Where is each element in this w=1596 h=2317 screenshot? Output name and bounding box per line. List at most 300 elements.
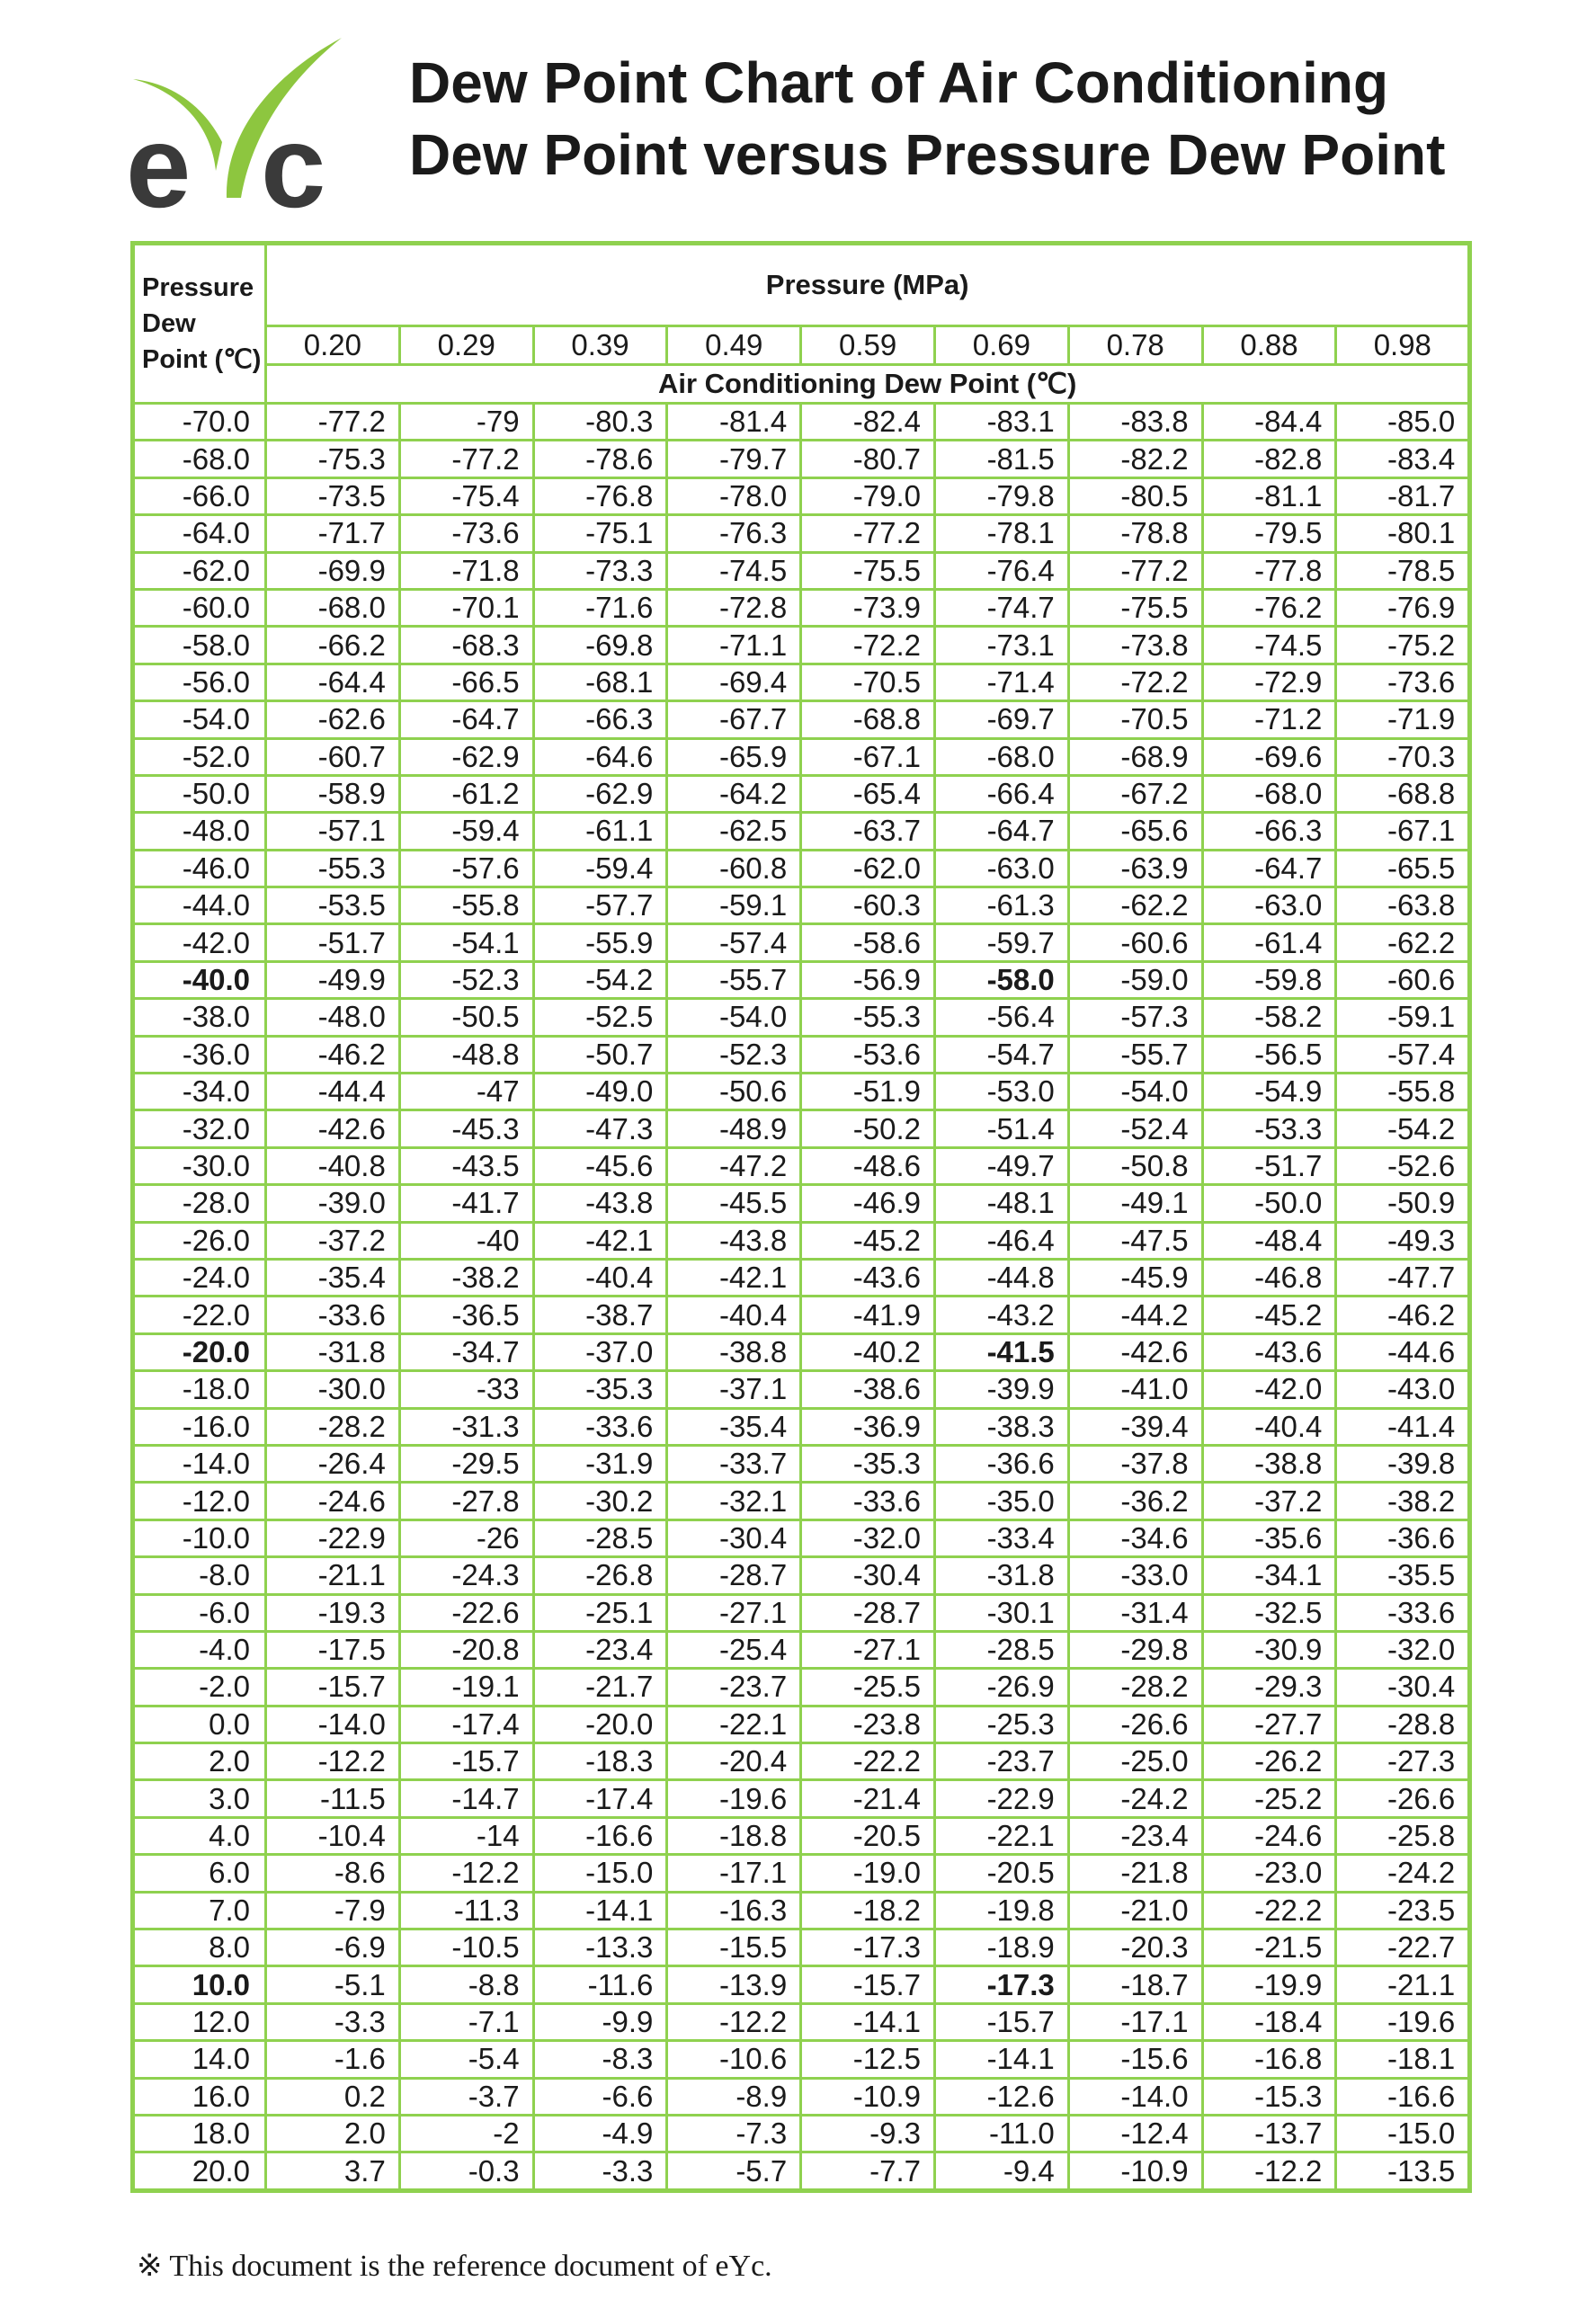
pressure-dew-point-cell: -42.0	[133, 924, 266, 961]
pressure-value: 0.59	[801, 326, 935, 365]
ac-dew-point-cell: -15.6	[1068, 2041, 1202, 2078]
ac-dew-point-cell: -59.1	[667, 887, 801, 924]
ac-dew-point-cell: -74.5	[667, 552, 801, 589]
ac-dew-point-cell: -54.7	[934, 1036, 1068, 1073]
ac-dew-point-cell: -24.6	[266, 1483, 400, 1519]
ac-dew-point-cell: -44.4	[266, 1074, 400, 1110]
pressure-value: 0.29	[399, 326, 533, 365]
ac-dew-point-cell: -15.7	[934, 2003, 1068, 2040]
pressure-dew-point-cell: -16.0	[133, 1408, 266, 1445]
ac-dew-point-cell: -55.7	[1068, 1036, 1202, 1073]
ac-dew-point-cell: -81.5	[934, 441, 1068, 477]
ac-dew-point-cell: -77.2	[399, 441, 533, 477]
ac-dew-point-cell: -68.9	[1068, 738, 1202, 775]
ac-dew-point-cell: -50.7	[533, 1036, 667, 1073]
ac-dew-point-cell: -27.3	[1336, 1743, 1470, 1780]
ac-dew-point-cell: -53.0	[934, 1074, 1068, 1110]
table-row	[133, 1110, 1470, 1147]
ac-dew-point-cell: -69.4	[667, 664, 801, 700]
ac-dew-point-cell: -60.8	[667, 850, 801, 887]
ac-dew-point-cell: -40.4	[667, 1297, 801, 1333]
ac-dew-point-cell: -65.4	[801, 775, 935, 812]
ac-dew-point-cell: -54.2	[533, 961, 667, 998]
ac-dew-point-cell: -15.5	[667, 1929, 801, 1966]
ac-dew-point-cell: -37.2	[266, 1222, 400, 1259]
ac-dew-point-cell: -49.9	[266, 961, 400, 998]
ac-dew-point-cell: -7.9	[266, 1892, 400, 1929]
ac-dew-point-cell: -21.1	[1336, 1966, 1470, 2003]
ac-dew-point-cell: -23.5	[1336, 1892, 1470, 1929]
ac-dew-point-cell: -73.5	[266, 477, 400, 514]
ac-dew-point-cell: -75.1	[533, 515, 667, 552]
ac-dew-point-cell: -48.1	[934, 1185, 1068, 1222]
ac-dew-point-cell: -36.2	[1068, 1483, 1202, 1519]
ac-dew-point-cell: -59.8	[1202, 961, 1336, 998]
ac-dew-point-cell: -46.9	[801, 1185, 935, 1222]
ac-dew-point-cell: -50.5	[399, 999, 533, 1036]
ac-dew-point-cell: -12.4	[1068, 2115, 1202, 2152]
ac-dew-point-cell: -67.2	[1068, 775, 1202, 812]
ac-dew-point-cell: -8.8	[399, 1966, 533, 2003]
ac-dew-point-cell: -7.7	[801, 2152, 935, 2190]
pressure-dew-point-cell: 18.0	[133, 2115, 266, 2152]
pressure-dew-point-cell: -54.0	[133, 701, 266, 738]
ac-dew-point-cell: -66.2	[266, 627, 400, 664]
ac-dew-point-cell: -21.8	[1068, 1855, 1202, 1892]
pressure-values-row	[133, 326, 1470, 365]
ac-dew-point-cell: -66.3	[533, 701, 667, 738]
pressure-dew-point-cell: -70.0	[133, 404, 266, 441]
ac-dew-point-cell: -22.7	[1336, 1929, 1470, 1966]
ac-dew-point-cell: -32.0	[801, 1519, 935, 1556]
ac-dew-point-cell: -30.1	[934, 1594, 1068, 1631]
pressure-dew-point-cell: -60.0	[133, 589, 266, 626]
ac-dew-point-cell: -75.5	[1068, 589, 1202, 626]
ac-dew-point-cell: -34.7	[399, 1333, 533, 1370]
ac-dew-point-cell: -33.7	[667, 1445, 801, 1482]
ac-dew-point-cell: -23.4	[533, 1631, 667, 1668]
table-row	[133, 738, 1470, 775]
ac-dew-point-cell: -67.7	[667, 701, 801, 738]
ac-dew-point-cell: -55.8	[399, 887, 533, 924]
ac-dew-point-cell: -70.5	[1068, 701, 1202, 738]
ac-dew-point-cell: -65.9	[667, 738, 801, 775]
ac-dew-point-cell: -33.6	[266, 1297, 400, 1333]
footnote: ※ This document is the reference document of eYc.	[137, 2250, 772, 2283]
ac-dew-point-cell: -38.2	[399, 1259, 533, 1296]
ac-dew-point-cell: -31.8	[266, 1333, 400, 1370]
ac-dew-point-cell: -35.5	[1336, 1557, 1470, 1594]
ac-dew-point-cell: -14.1	[934, 2041, 1068, 2078]
table-row	[133, 441, 1470, 477]
table-row	[133, 1371, 1470, 1408]
ac-dew-point-cell: -28.5	[934, 1631, 1068, 1668]
ac-dew-point-cell: -14.0	[266, 1706, 400, 1742]
pressure-dew-point-cell: -18.0	[133, 1371, 266, 1408]
ac-dew-point-cell: -77.2	[266, 404, 400, 441]
table-row	[133, 2152, 1470, 2190]
ac-dew-point-cell: -5.7	[667, 2152, 801, 2190]
pressure-dew-point-cell: 0.0	[133, 1706, 266, 1742]
table-row	[133, 1594, 1470, 1631]
ac-dew-point-cell: -54.2	[1336, 1110, 1470, 1147]
ac-dew-point-cell: -43.8	[667, 1222, 801, 1259]
ac-dew-point-cell: -18.8	[667, 1817, 801, 1854]
ac-dew-point-cell: -26.9	[934, 1669, 1068, 1706]
ac-dew-point-cell: -58.0	[934, 961, 1068, 998]
corner-line: Dew	[142, 309, 196, 338]
ac-dew-point-cell: -62.9	[399, 738, 533, 775]
pressure-dew-point-cell: -32.0	[133, 1110, 266, 1147]
ac-dew-point-cell: -50.9	[1336, 1185, 1470, 1222]
pressure-value: 0.49	[667, 326, 801, 365]
ac-dew-point-cell: -57.4	[667, 924, 801, 961]
table-row	[133, 701, 1470, 738]
ac-dew-point-cell: -52.6	[1336, 1147, 1470, 1184]
ac-dew-point-cell: -64.6	[533, 738, 667, 775]
ac-dew-point-cell: -24.2	[1336, 1855, 1470, 1892]
table-row	[133, 887, 1470, 924]
ac-dew-point-cell: -37.0	[533, 1333, 667, 1370]
pressure-value: 0.69	[934, 326, 1068, 365]
pressure-dew-point-cell: -44.0	[133, 887, 266, 924]
ac-dew-point-cell: -47	[399, 1074, 533, 1110]
ac-dew-point-cell: -15.7	[801, 1966, 935, 2003]
ac-dew-point-cell: -17.3	[934, 1966, 1068, 2003]
ac-dew-point-cell: -60.6	[1068, 924, 1202, 961]
ac-dew-point-cell: -69.7	[934, 701, 1068, 738]
ac-dew-point-cell: -11.6	[533, 1966, 667, 2003]
ac-dew-point-cell: -40	[399, 1222, 533, 1259]
ac-dew-point-cell: -25.2	[1202, 1780, 1336, 1817]
pressure-value: 0.78	[1068, 326, 1202, 365]
ac-dew-point-cell: -58.6	[801, 924, 935, 961]
ac-dew-point-cell: -50.0	[1202, 1185, 1336, 1222]
ac-dew-point-cell: -35.4	[266, 1259, 400, 1296]
ac-dew-point-cell: -32.0	[1336, 1631, 1470, 1668]
ac-dew-point-cell: -54.0	[1068, 1074, 1202, 1110]
ac-dew-point-cell: -25.0	[1068, 1743, 1202, 1780]
ac-dew-point-cell: -18.3	[533, 1743, 667, 1780]
ac-dew-point-cell: -52.5	[533, 999, 667, 1036]
ac-dew-point-cell: -37.8	[1068, 1445, 1202, 1482]
ac-dew-point-cell: -10.6	[667, 2041, 801, 2078]
ac-dew-point-cell: -34.1	[1202, 1557, 1336, 1594]
ac-dew-point-cell: -41.7	[399, 1185, 533, 1222]
ac-dew-point-cell: -46.2	[266, 1036, 400, 1073]
ac-dew-point-cell: -16.6	[1336, 2078, 1470, 2115]
ac-dew-point-cell: -50.8	[1068, 1147, 1202, 1184]
ac-dew-point-cell: -9.4	[934, 2152, 1068, 2190]
pressure-dew-point-cell: 3.0	[133, 1780, 266, 1817]
ac-dew-point-cell: -24.3	[399, 1557, 533, 1594]
ac-dew-point-cell: -20.3	[1068, 1929, 1202, 1966]
ac-dew-point-cell: -78.5	[1336, 552, 1470, 589]
ac-dew-point-cell: -16.6	[533, 1817, 667, 1854]
ac-dew-point-cell: -33.4	[934, 1519, 1068, 1556]
ac-dew-point-cell: -26.4	[266, 1445, 400, 1482]
pressure-dew-point-cell: 14.0	[133, 2041, 266, 2078]
ac-dew-point-cell: -51.7	[1202, 1147, 1336, 1184]
ac-dew-point-cell: -61.3	[934, 887, 1068, 924]
ac-dew-point-cell: -62.5	[667, 813, 801, 850]
ac-dew-point-cell: -9.9	[533, 2003, 667, 2040]
pressure-dew-point-cell: -12.0	[133, 1483, 266, 1519]
ac-dew-point-cell: -40.8	[266, 1147, 400, 1184]
corner-line: Point (℃)	[142, 345, 262, 374]
ac-dew-point-cell: -75.4	[399, 477, 533, 514]
ac-dew-point-cell: -33.6	[533, 1408, 667, 1445]
ac-dew-point-cell: -48.0	[266, 999, 400, 1036]
ac-dew-point-cell: -14.7	[399, 1780, 533, 1817]
ac-dew-point-cell: -49.3	[1336, 1222, 1470, 1259]
ac-dew-point-cell: -27.7	[1202, 1706, 1336, 1742]
ac-dew-point-cell: -15.0	[1336, 2115, 1470, 2152]
pressure-dew-point-cell: -4.0	[133, 1631, 266, 1668]
ac-dew-point-cell: -37.2	[1202, 1483, 1336, 1519]
ac-dew-point-cell: -20.8	[399, 1631, 533, 1668]
ac-dew-point-cell: -45.2	[1202, 1297, 1336, 1333]
ac-dew-point-cell: -53.3	[1202, 1110, 1336, 1147]
ac-dew-point-cell: -30.2	[533, 1483, 667, 1519]
dew-point-table	[130, 241, 1472, 2193]
table-row	[133, 515, 1470, 552]
ac-dew-point-cell: -21.7	[533, 1669, 667, 1706]
ac-dew-point-cell: -54.1	[399, 924, 533, 961]
ac-dew-point-cell: -31.3	[399, 1408, 533, 1445]
ac-dew-point-cell: -38.2	[1336, 1483, 1470, 1519]
table-row	[133, 552, 1470, 589]
ac-dew-point-cell: -42.1	[533, 1222, 667, 1259]
ac-dew-point-cell: -80.7	[801, 441, 935, 477]
ac-dew-point-cell: -67.1	[801, 738, 935, 775]
ac-dew-point-cell: -51.4	[934, 1110, 1068, 1147]
ac-dew-point-cell: -20.4	[667, 1743, 801, 1780]
table-header	[133, 244, 1470, 404]
ac-dew-point-cell: -71.9	[1336, 701, 1470, 738]
ac-dew-point-cell: -27.8	[399, 1483, 533, 1519]
ac-dew-point-cell: -45.3	[399, 1110, 533, 1147]
ac-dew-point-cell: -22.1	[667, 1706, 801, 1742]
ac-dew-point-cell: -40.4	[1202, 1408, 1336, 1445]
ac-dew-point-cell: -78.1	[934, 515, 1068, 552]
ac-dew-point-cell: -54.0	[667, 999, 801, 1036]
ac-dew-point-cell: -42.6	[266, 1110, 400, 1147]
ac-dew-point-cell: -2	[399, 2115, 533, 2152]
ac-dew-point-cell: -62.9	[533, 775, 667, 812]
ac-dew-point-cell: -28.2	[266, 1408, 400, 1445]
pressure-dew-point-cell: -38.0	[133, 999, 266, 1036]
pressure-dew-point-cell: -46.0	[133, 850, 266, 887]
ac-dew-point-cell: -64.2	[667, 775, 801, 812]
ac-dew-point-cell: -28.7	[801, 1594, 935, 1631]
pressure-dew-point-cell: -22.0	[133, 1297, 266, 1333]
table-row	[133, 1966, 1470, 2003]
ac-dew-point-cell: -64.7	[399, 701, 533, 738]
ac-dew-point-cell: -72.8	[667, 589, 801, 626]
ac-dew-point-cell: -3.3	[533, 2152, 667, 2190]
ac-dew-point-cell: -54.9	[1202, 1074, 1336, 1110]
ac-dew-point-cell: -56.9	[801, 961, 935, 998]
ac-dew-point-cell: -23.7	[667, 1669, 801, 1706]
ac-dew-point-cell: -45.2	[801, 1222, 935, 1259]
ac-dew-point-cell: -27.1	[667, 1594, 801, 1631]
ac-dew-point-cell: -36.6	[1336, 1519, 1470, 1556]
table-row	[133, 627, 1470, 664]
ac-dew-point-cell: -75.5	[801, 552, 935, 589]
table-row	[133, 1817, 1470, 1854]
ac-dew-point-cell: -23.4	[1068, 1817, 1202, 1854]
ac-dew-point-cell: -58.2	[1202, 999, 1336, 1036]
ac-dew-point-cell: -80.1	[1336, 515, 1470, 552]
ac-dew-point-cell: -37.1	[667, 1371, 801, 1408]
table-row	[133, 813, 1470, 850]
pressure-dew-point-cell: -36.0	[133, 1036, 266, 1073]
ac-dew-point-cell: -63.9	[1068, 850, 1202, 887]
ac-dew-point-cell: 0.2	[266, 2078, 400, 2115]
ac-dew-point-cell: -22.6	[399, 1594, 533, 1631]
ac-dew-point-cell: -47.3	[533, 1110, 667, 1147]
pressure-dew-point-cell: 10.0	[133, 1966, 266, 2003]
pressure-dew-point-cell: -40.0	[133, 961, 266, 998]
pressure-dew-point-cell: -58.0	[133, 627, 266, 664]
ac-dew-point-cell: -55.3	[801, 999, 935, 1036]
ac-dew-point-cell: -30.0	[266, 1371, 400, 1408]
ac-dew-point-cell: -79.7	[667, 441, 801, 477]
pressure-dew-point-cell: -50.0	[133, 775, 266, 812]
table-row	[133, 1036, 1470, 1073]
table-row	[133, 850, 1470, 887]
ac-dew-point-cell: -36.9	[801, 1408, 935, 1445]
ac-dew-point-cell: -17.5	[266, 1631, 400, 1668]
ac-dew-point-cell: -55.9	[533, 924, 667, 961]
ac-dew-point-cell: -32.5	[1202, 1594, 1336, 1631]
ac-dew-point-cell: -57.1	[266, 813, 400, 850]
ac-dew-point-cell: -68.8	[1336, 775, 1470, 812]
ac-dew-point-cell: -35.4	[667, 1408, 801, 1445]
ac-dew-point-cell: -79	[399, 404, 533, 441]
table-row	[133, 1445, 1470, 1482]
ac-dew-point-cell: -60.7	[266, 738, 400, 775]
ac-dew-point-cell: -77.2	[1068, 552, 1202, 589]
pressure-dew-point-cell: 2.0	[133, 1743, 266, 1780]
table-row	[133, 924, 1470, 961]
ac-dew-point-cell: -46.2	[1336, 1297, 1470, 1333]
ac-dew-point-cell: -71.4	[934, 664, 1068, 700]
table-row	[133, 2078, 1470, 2115]
ac-dew-point-cell: -29.5	[399, 1445, 533, 1482]
ac-dew-point-cell: -20.5	[934, 1855, 1068, 1892]
ac-dew-point-cell: -59.7	[934, 924, 1068, 961]
ac-dew-point-cell: -21.1	[266, 1557, 400, 1594]
ac-dew-point-cell: -36.6	[934, 1445, 1068, 1482]
ac-dew-point-cell: -56.4	[934, 999, 1068, 1036]
ac-dew-point-cell: -60.6	[1336, 961, 1470, 998]
table-row	[133, 1892, 1470, 1929]
table-body	[133, 404, 1470, 2191]
pressure-dew-point-cell: -66.0	[133, 477, 266, 514]
ac-dew-point-cell: -33.6	[1336, 1594, 1470, 1631]
ac-dew-point-cell: -68.0	[934, 738, 1068, 775]
ac-dew-point-cell: -85.0	[1336, 404, 1470, 441]
ac-dew-point-cell: -38.7	[533, 1297, 667, 1333]
ac-dew-point-cell: -23.8	[801, 1706, 935, 1742]
ac-dew-point-cell: 3.7	[266, 2152, 400, 2190]
ac-dew-point-cell: -50.2	[801, 1110, 935, 1147]
ac-dew-point-cell: -81.4	[667, 404, 801, 441]
ac-dew-point-cell: -25.3	[934, 1706, 1068, 1742]
ac-dew-point-cell: -75.2	[1336, 627, 1470, 664]
ac-dew-point-cell: -23.7	[934, 1743, 1068, 1780]
ac-dew-point-cell: -65.6	[1068, 813, 1202, 850]
ac-dew-point-cell: -38.8	[667, 1333, 801, 1370]
ac-dew-point-cell: -18.9	[934, 1929, 1068, 1966]
ac-dew-point-cell: -22.9	[266, 1519, 400, 1556]
ac-dew-point-cell: -19.9	[1202, 1966, 1336, 2003]
ac-dew-point-cell: -71.8	[399, 552, 533, 589]
ac-dew-point-cell: -59.0	[1068, 961, 1202, 998]
ac-dew-point-cell: -71.1	[667, 627, 801, 664]
table-row	[133, 1074, 1470, 1110]
table-row	[133, 999, 1470, 1036]
ac-dew-point-cell: -47.5	[1068, 1222, 1202, 1259]
pressure-dew-point-cell: -64.0	[133, 515, 266, 552]
ac-dew-point-cell: -6.6	[533, 2078, 667, 2115]
table-row	[133, 1408, 1470, 1445]
ac-dew-point-cell: -47.7	[1336, 1259, 1470, 1296]
ac-dew-point-cell: -28.2	[1068, 1669, 1202, 1706]
ac-dew-point-cell: -67.1	[1336, 813, 1470, 850]
pressure-value: 0.20	[266, 326, 400, 365]
ac-dew-point-cell: -6.9	[266, 1929, 400, 1966]
ac-dew-point-cell: -3.3	[266, 2003, 400, 2040]
ac-dew-point-cell: -12.2	[667, 2003, 801, 2040]
ac-dew-point-cell: -72.2	[801, 627, 935, 664]
ac-dew-point-cell: -14	[399, 1817, 533, 1854]
ac-dew-point-cell: -78.8	[1068, 515, 1202, 552]
ac-dew-point-cell: -79.8	[934, 477, 1068, 514]
ac-dew-point-cell: -34.6	[1068, 1519, 1202, 1556]
ac-dew-point-cell: -15.7	[266, 1669, 400, 1706]
ac-dew-point-cell: -23.0	[1202, 1855, 1336, 1892]
ac-dew-point-cell: -73.3	[533, 552, 667, 589]
pressure-dew-point-cell: 12.0	[133, 2003, 266, 2040]
ac-dew-point-cell: -71.7	[266, 515, 400, 552]
eyc-logo	[126, 27, 360, 220]
ac-dew-point-cell: -70.1	[399, 589, 533, 626]
ac-dew-point-cell: -17.3	[801, 1929, 935, 1966]
table-row	[133, 1333, 1470, 1370]
ac-dew-point-cell: -35.3	[533, 1371, 667, 1408]
ac-dew-point-cell: -74.5	[1202, 627, 1336, 664]
ac-dew-point-cell: -14.0	[1068, 2078, 1202, 2115]
ac-dew-point-cell: -22.2	[801, 1743, 935, 1780]
ac-dew-point-cell: -76.8	[533, 477, 667, 514]
ac-dew-point-cell: -17.1	[1068, 2003, 1202, 2040]
ac-dew-point-cell: -14.1	[801, 2003, 935, 2040]
ac-dew-point-cell: -82.2	[1068, 441, 1202, 477]
ac-dew-point-cell: -57.3	[1068, 999, 1202, 1036]
pressure-dew-point-cell: -14.0	[133, 1445, 266, 1482]
ac-dew-point-cell: -59.4	[399, 813, 533, 850]
ac-dew-point-cell: -81.7	[1336, 477, 1470, 514]
table-row	[133, 1297, 1470, 1333]
ac-dew-point-cell: -1.6	[266, 2041, 400, 2078]
ac-dew-point-cell: -52.3	[667, 1036, 801, 1073]
ac-dew-point-cell: -44.8	[934, 1259, 1068, 1296]
ac-dew-point-cell: -73.6	[1336, 664, 1470, 700]
ac-dew-point-cell: -39.9	[934, 1371, 1068, 1408]
